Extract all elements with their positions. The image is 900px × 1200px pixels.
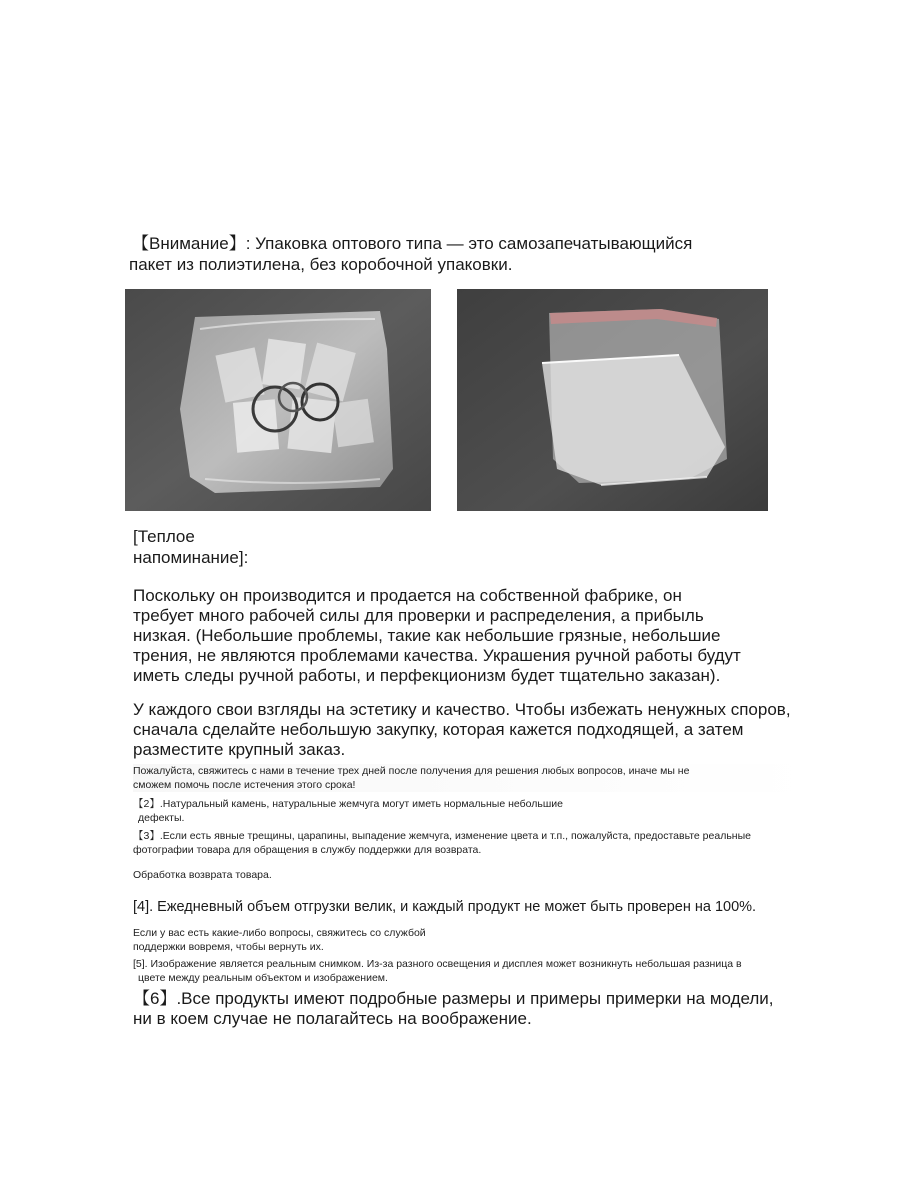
note-2-natural-stone <box>133 797 653 825</box>
packaging-notice <box>129 233 693 275</box>
note-line: поддержки вовремя, чтобы вернуть их. <box>133 941 324 953</box>
notice-line-1: 【Внимание】: Упаковка оптового типа — это самозапечатывающийся <box>132 234 693 253</box>
note-line: ни в коем случае не полагайтесь на воображение. <box>133 1009 532 1028</box>
note-line: Если у вас есть какие-либо вопросы, свяжитесь со службой <box>133 927 426 939</box>
paragraph-line: требует много рабочей силы для проверки и распределения, а прибыль <box>133 606 704 625</box>
reminder-heading-line-2: напоминание]: <box>133 548 249 567</box>
note-5-real-photo <box>133 957 823 985</box>
photo-bag-with-items <box>125 289 431 511</box>
note-line: сможем помочь после истечения этого срока! <box>133 779 356 791</box>
note-contact-three-days <box>133 764 813 792</box>
note-line: 【3】.Если есть явные трещины, царапины, выпадение жемчуга, изменение цвета и т.п., пожалуйста, предоставьте реальные <box>133 830 751 842</box>
note-line: 【2】.Натуральный камень, натуральные жемчуга могут иметь нормальные небольшие <box>133 798 563 810</box>
reminder-heading <box>133 526 248 568</box>
photo-empty-self-sealing-bag <box>457 289 768 511</box>
paragraph-line: сначала сделайте небольшую закупку, которая кажется подходящей, а затем <box>133 720 744 739</box>
reminder-paragraph-2 <box>133 700 823 760</box>
note-3-defects <box>133 829 833 857</box>
reminder-paragraph-1 <box>133 586 833 686</box>
note-line: Пожалуйста, свяжитесь с нами в течение трех дней после получения для решения любых вопросов, иначе мы не <box>133 765 690 777</box>
reminder-heading-line-1: [Теплое <box>133 527 195 546</box>
paragraph-line: У каждого свои взгляды на эстетику и качество. Чтобы избежать ненужных споров, <box>133 700 791 719</box>
note-return-processing: Обработка возврата товара. <box>133 869 272 881</box>
paragraph-line: Поскольку он производится и продается на собственной фабрике, он <box>133 586 682 605</box>
note-4-shipping-volume: [4]. Ежедневный объем отгрузки велик, и каждый продукт не может быть проверен на 100%. <box>133 899 757 915</box>
note-line: цвете между реальным объектом и изображением. <box>138 972 388 984</box>
note-line: фотографии товара для обращения в службу поддержки для возврата. <box>133 844 482 856</box>
paragraph-line: трения, не являются проблемами качества. Украшения ручной работы будут <box>133 646 741 665</box>
paragraph-line: низкая. (Небольшие проблемы, такие как небольшие грязные, небольшие <box>133 626 721 645</box>
note-line: дефекты. <box>138 812 185 824</box>
note-6-sizes <box>133 989 813 1029</box>
note-line: [5]. Изображение является реальным снимком. Из-за разного освещения и дисплея может возникнуть небольшая разница в <box>133 958 742 970</box>
notice-line-2: пакет из полиэтилена, без коробочной упаковки. <box>129 255 513 274</box>
paragraph-line: иметь следы ручной работы, и перфекционизм будет тщательно заказан). <box>133 666 721 685</box>
note-line: 【6】.Все продукты имеют подробные размеры и примеры примерки на модели, <box>133 989 774 1008</box>
paragraph-line: разместите крупный заказ. <box>133 740 346 759</box>
note-4-contact-support <box>133 926 493 954</box>
